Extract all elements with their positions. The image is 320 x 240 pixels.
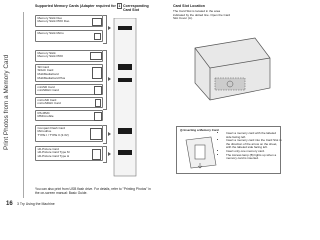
corresponding-slot-heading: Corresponding Card Slot [123,4,149,13]
page-number: 16 [6,201,13,207]
bracket-1 [103,15,107,44]
sidebar-title: Print Photos from a Memory Card [3,54,10,150]
bracket-4 [103,146,107,163]
compact-flash-icon [90,128,102,140]
minisd-card-icon [94,86,102,95]
card-group-6 [35,97,103,108]
info-icon: ◎ [180,128,184,132]
memory-stick-icon [90,52,102,60]
card-group-7 [35,110,103,121]
arrow-right-icon [108,132,111,136]
card-label: Memory Stick [37,50,56,55]
card-label: microSDHC Card [37,101,61,106]
card-group-5 [35,84,103,95]
card-label: miniSDHC Card [37,88,59,93]
printer-illustration [175,28,275,106]
printer-icon [175,28,275,106]
bracket-2 [103,50,107,110]
card-label: SD Card [37,64,50,69]
card-label: microSD Card [37,97,57,102]
card-label: miniSD Card [37,84,55,89]
card-label: Memory Stick PRO [37,54,64,59]
card-label: xD-Picture Card Type M [37,150,70,155]
memory-stick-micro-icon [94,33,101,40]
sd-card-icon [92,67,102,79]
card-label: xD-Picture Card [37,146,59,151]
card-label: Compact Flash Card [37,125,66,130]
card-slot-panel [112,18,140,178]
bullet-item: • The Access lamp (B) lights up when a memory card is inserted. [226,154,282,161]
card-slot-location-text: The Card Slot is located in the area indicated by the dotted line. Open the Card Slot Cover (A). [173,9,231,21]
microsd-card-icon [95,99,101,107]
usb-note: You can also print from USB flash drive. For details, refer to "Printing Photos" in the on-screen manual: Basic Guide. [35,187,151,196]
memory-stick-duo-icon [92,18,102,26]
card-slot-illustration [112,18,140,178]
card-slot-location-heading: Card Slot Location [173,4,205,8]
section-title: 3 Try Using the Machine [17,202,55,206]
supported-cards-text: Supported Memory Cards (Adapter required for [35,4,116,8]
arrow-right-icon [108,152,111,156]
card-label: MMCmobile [37,114,54,119]
card-label: xD-Picture Card Type H [37,153,70,158]
card-label: TYPE I / TYPE II (3.3V) [37,132,69,137]
arrow-right-icon [108,77,111,81]
inserting-card-title-text: Inserting a Memory Card [183,128,219,132]
insertion-bullets [222,132,282,161]
bracket-3 [103,125,107,144]
inserting-card-box [176,126,281,174]
arrow-right-icon [108,26,111,30]
card-label: MultiMediaCard [37,71,59,76]
card-label: MultiMediaCard Plus [37,75,66,80]
card-label: Memory Stick Micro [37,30,64,35]
card-group-2 [35,30,103,42]
supported-cards-heading [35,4,135,8]
rs-mmc-icon [94,112,102,121]
bullet-item: • Insert only one memory card. [226,150,282,154]
xd-picture-card-icon [92,149,101,160]
adapter-mark: 1 [118,4,121,8]
card-label: Memory Stick PRO Duo [37,19,70,24]
card-label: SDHC Card [37,68,54,73]
sidebar-divider [23,12,24,198]
insertion-illustration [181,135,221,171]
card-label: RS-MMC [37,110,50,115]
card-label: Microdrive [37,129,52,134]
card-insertion-icon [181,135,221,171]
bullet-item: • Insert a memory card into the Card Slot in the direction of the arrow on the sheet, with the labeled side facing left. [226,139,282,150]
inserting-card-title [180,129,219,133]
card-label: Memory Stick Duo [37,15,63,20]
bullet-item: • Insert a memory card with the labeled side facing left. [226,132,282,139]
